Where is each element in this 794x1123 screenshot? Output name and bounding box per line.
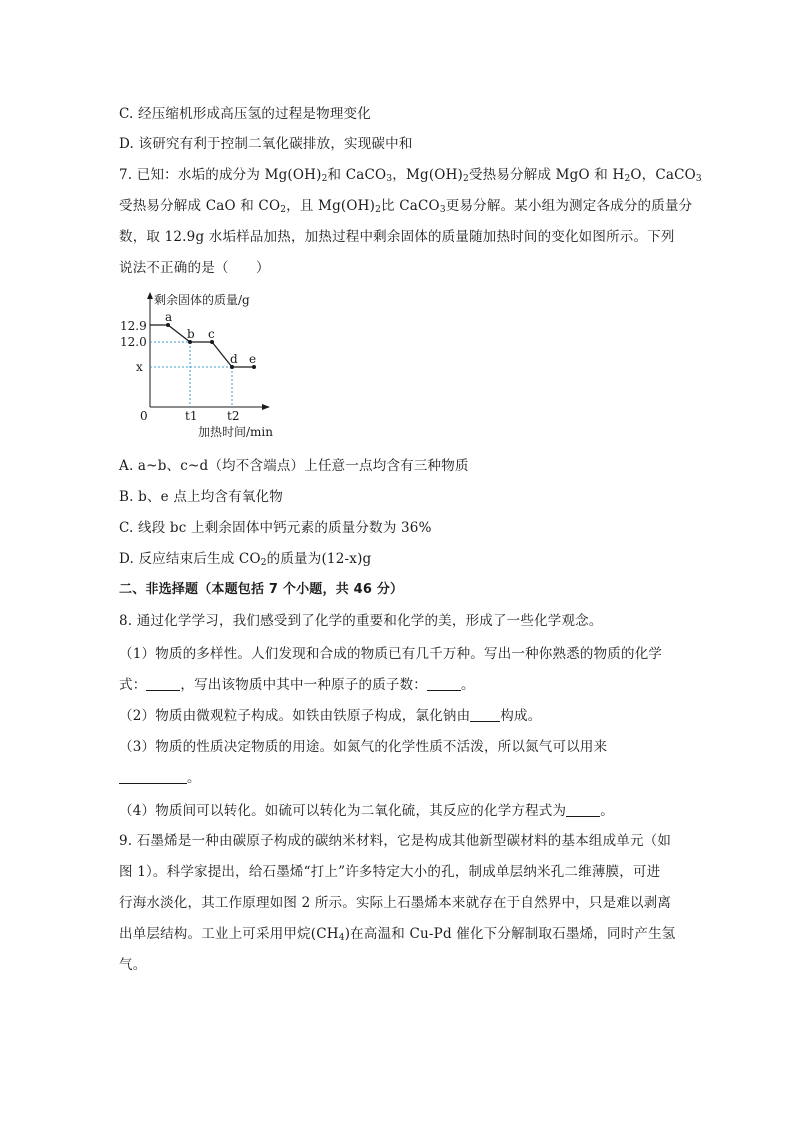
text-segment: ，写出该物质中其中一种原子的质子数： xyxy=(180,677,428,693)
subscript: 3 xyxy=(386,174,393,184)
question-8-part-2 xyxy=(119,706,541,726)
mass-curve xyxy=(150,325,257,367)
text-segment: ，且 Mg(OH) xyxy=(286,198,376,214)
question-9-line-4 xyxy=(119,924,675,944)
subscript: 2 xyxy=(624,174,631,184)
text-segment: 。 xyxy=(187,770,201,786)
origin-label: 0 xyxy=(140,409,148,423)
question-9-line-5: 气。 xyxy=(119,957,147,973)
point-label-c: c xyxy=(208,327,215,341)
subscript: 3 xyxy=(695,174,702,184)
text-segment: 受热易分解成 MgO 和 H xyxy=(468,167,625,183)
question-8: 8. 通过化学学习，我们感受到了化学的重要和化学的美，形成了一些化学观念。 xyxy=(119,613,603,629)
question-7-line-4: 说法不正确的是（ ） xyxy=(119,260,270,276)
question-7-option-a: A. a~b、c~d（均不含端点）上任意一点均含有三种物质 xyxy=(119,458,469,474)
y-axis-arrow xyxy=(147,292,153,299)
answer-blank xyxy=(119,769,187,784)
answer-blank xyxy=(566,802,600,817)
x-tick-label: t2 xyxy=(227,409,240,423)
section-2-heading: 二、非选择题（本题包括 7 个小题，共 46 分） xyxy=(119,582,404,597)
answer-blank xyxy=(470,707,500,722)
text-segment: O，CaCO xyxy=(630,167,696,183)
point-label-d: d xyxy=(230,352,238,366)
point-label-e: e xyxy=(249,352,257,366)
subscript: 4 xyxy=(338,933,345,943)
text-segment: 比 CaCO xyxy=(381,198,440,214)
y-tick-label: 12.9 xyxy=(120,319,147,333)
question-8-part-3: （3）物质的性质决定物质的用途。如氮气的化学性质不活泼，所以氮气可以用来 xyxy=(119,739,608,755)
question-9-line-1: 9. 石墨烯是一种由碳原子构成的碳纳米材料，它是构成其他新型碳材料的基本组成单元（如 xyxy=(119,833,672,849)
text-segment: 构成。 xyxy=(500,708,542,724)
text-segment: 出单层结构。工业上可采用甲烷(CH xyxy=(119,926,339,942)
answer-blank xyxy=(146,676,180,691)
question-7-option-b: B. b、e 点上均含有氧化物 xyxy=(119,489,283,505)
question-7-line-3: 数，取 12.9g 水垢样品加热，加热过程中剩余固体的质量随加热时间的变化如图所示。下列 xyxy=(119,229,675,245)
text-segment: ，Mg(OH) xyxy=(392,167,464,183)
subscript: 2 xyxy=(375,205,382,215)
text-segment: D. 反应结束后生成 CO xyxy=(119,551,261,567)
question-9-line-3: 行海水淡化，其工作原理如图 2 所示。实际上石墨烯本来就存在于自然界中，只是难以剥离 xyxy=(119,895,672,911)
subscript: 3 xyxy=(439,205,446,215)
text-segment: 。 xyxy=(600,803,614,819)
question-7-option-c: C. 线段 bc 上剩余固体中钙元素的质量分数为 36% xyxy=(119,520,432,536)
text-segment: 式： xyxy=(119,677,147,693)
y-axis-label: 剩余固体的质量/g xyxy=(154,293,250,307)
question-7-line-1 xyxy=(119,165,702,185)
text-segment: （2）物质由微观粒子构成。如铁由铁原子构成，氯化钠由 xyxy=(119,708,471,724)
subscript: 2 xyxy=(463,174,469,184)
text-segment: )在高温和 Cu-Pd 催化下分解制取石墨烯，同时产生氢 xyxy=(344,926,676,942)
question-8-part-4 xyxy=(119,801,614,821)
text-segment: 受热易分解成 CaO 和 CO xyxy=(119,198,281,214)
subscript: 2 xyxy=(280,205,287,215)
point-label-a: a xyxy=(165,310,173,324)
x-axis-label: 加热时间/min xyxy=(198,425,273,439)
question-8-part-3-blank xyxy=(119,768,201,788)
subscript: 2 xyxy=(260,558,267,568)
option-c: C. 经压缩机形成高压氢的过程是物理变化 xyxy=(119,106,371,122)
x-tick-label: t1 xyxy=(185,409,198,423)
x-axis-arrow xyxy=(262,404,270,410)
mass-time-chart xyxy=(120,291,290,441)
text-segment: （4）物质间可以转化。如硫可以转化为二氧化硫，其反应的化学方程式为 xyxy=(119,803,567,819)
question-7-line-2 xyxy=(119,196,692,216)
text-segment: 的质量为(12-x)g xyxy=(266,551,372,567)
answer-blank xyxy=(427,676,461,691)
question-9-line-2: 图 1）。科学家提出，给石墨烯“打上”许多特定大小的孔，制成单层纳米孔二维薄膜，可进 xyxy=(119,864,661,880)
text-segment: 更易分解。某小组为测定各成分的质量分 xyxy=(445,198,693,214)
option-d: D. 该研究有利于控制二氧化碳排放，实现碳中和 xyxy=(119,136,413,152)
point-label-b: b xyxy=(187,327,195,341)
y-tick-label: 12.0 xyxy=(120,335,147,349)
y-tick-label: x xyxy=(136,360,143,374)
text-segment: 和 CaCO xyxy=(327,167,387,183)
text-segment: 。 xyxy=(461,677,475,693)
text-segment: 7. 已知：水垢的成分为 Mg(OH) xyxy=(119,167,322,183)
question-7-option-d xyxy=(119,549,371,569)
question-8-part-1: （1）物质的多样性。人们发现和合成的物质已有几千万种。写出一种你熟悉的物质的化学 xyxy=(119,646,663,662)
subscript: 2 xyxy=(321,174,328,184)
question-8-part-1-blanks xyxy=(119,675,475,695)
